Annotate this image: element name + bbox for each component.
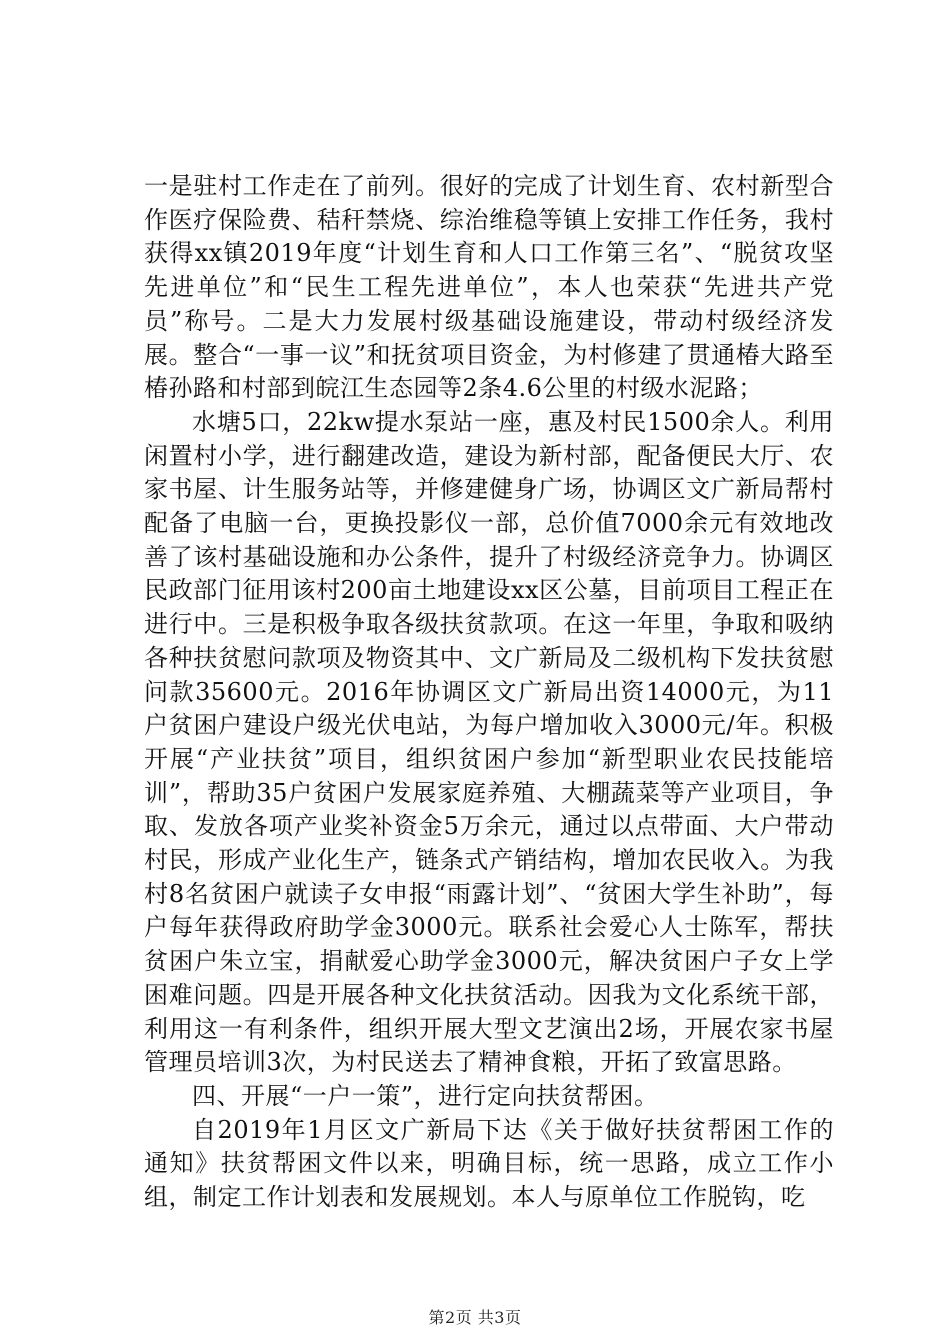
paragraph-1: 一是驻村工作走在了前列。很好的完成了计划生育、农村新型合作医疗保险费、秸秆禁烧、综治维稳等镇上安排工作任务，我村获得xx镇2019年度“计划生育和人口工作第三名”、“脱贫攻坚先进单位”和“民生工程先进单位”，本人也荣获“先进共产党员”称号。二是大力发展村级基础设施建设，带动村级经济发展。整合“一事一议”和抚贫项目资金，为村修建了贯通椿大路至椿孙路和村部到皖江生态园等2条4.6公里的村级水泥路；: [144, 172, 834, 403]
document-body: [144, 170, 834, 1215]
paragraph-2: 水塘5口，22kw提水泵站一座，惠及村民1500余人。利用闲置村小学，进行翻建改造，建设为新村部，配备便民大厅、农家书屋、计生服务站等，并修建健身广场，协调区文广新局帮村配备了电脑一台，更换投影仪一部，总价值7000余元有效地改善了该村基础设施和办公条件，提升了村级经济竞争力。协调区民政部门征用该村200亩土地建设xx区公墓，目前项目工程正在进行中。三是积极争取各级扶贫款项。在这一年里，争取和吸纳各种扶贫慰问款项及物资其中、文广新局及二级机构下发扶贫慰问款35600元。2016年协调区文广新局出资14000元，为11户贫困户建设户级光伏电站，为每户增加收入3000元/年。积极开展“产业扶贫”项目，组织贫困户参加“新型职业农民技能培训”，帮助35户贫困户发展家庭养殖、大棚蔬菜等产业项目，争取、发放各项产业奖补资金5万余元，通过以点带面、大户带动村民，形成产业化生产，链条式产销结构，增加农民收入。为我村8名贫困户就读子女申报“雨露计划”、“贫困大学生补助”，每户每年获得政府助学金3000元。联系社会爱心人士陈军，帮扶贫困户朱立宝，捐献爱心助学金3000元，解决贫困户子女上学困难问题。四是开展各种文化扶贫活动。因我为文化系统干部，利用这一有利条件，组织开展大型文艺演出2场，开展农家书屋管理员培训3次，为村民送去了精神食粮，开拓了致富思路。: [144, 407, 834, 1077]
page-number-footer: 第2页 共3页: [428, 1308, 522, 1327]
section-heading: 四、开展“一户一策”，进行定向扶贫帮困。: [192, 1081, 659, 1110]
paragraph-3: 自2019年1月区文广新局下达《关于做好扶贫帮困工作的通知》扶贫帮困文件以来，明确目标，统一思路，成立工作小组，制定工作计划表和发展规划。本人与原单位工作脱钩，吃: [144, 1115, 834, 1212]
